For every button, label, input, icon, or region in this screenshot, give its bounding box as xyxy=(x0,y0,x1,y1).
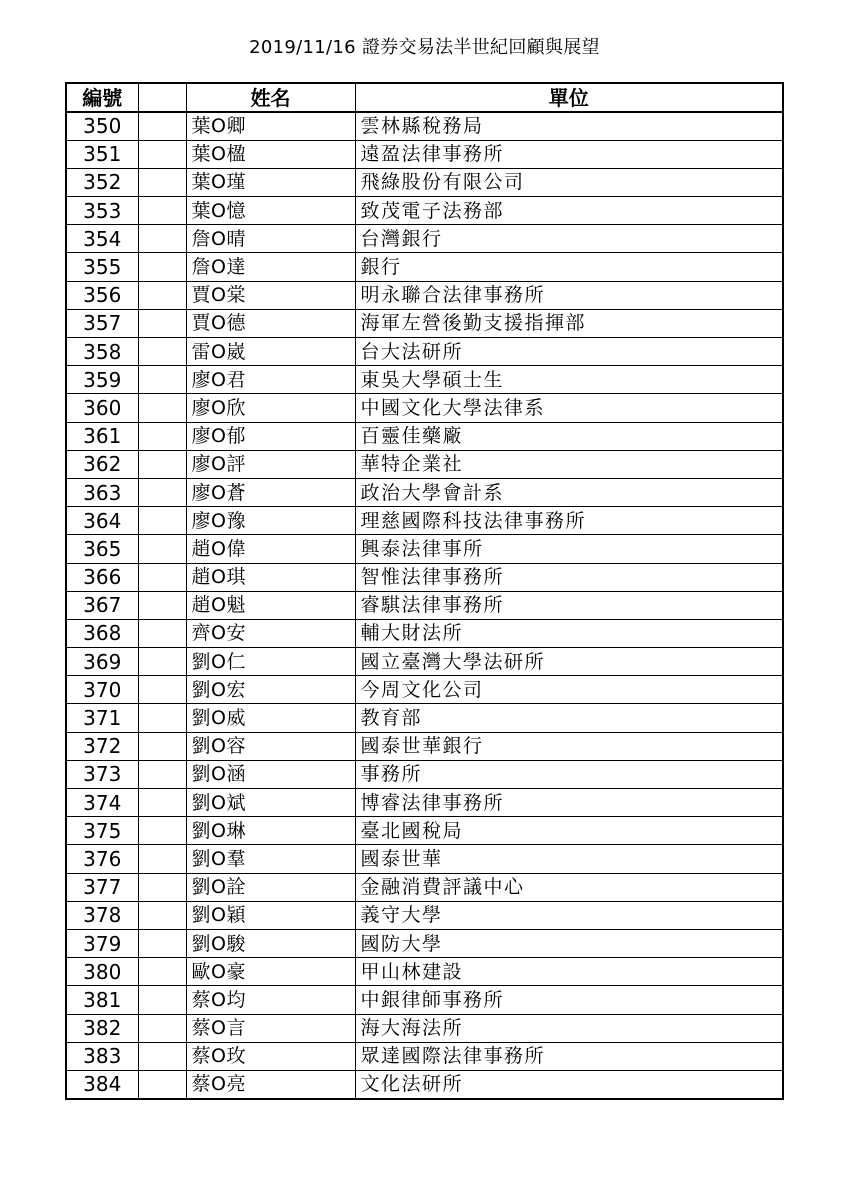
cell-name: 葉O楹 xyxy=(186,140,355,168)
cell-number: 358 xyxy=(66,338,138,366)
cell-unit: 輔大財法所 xyxy=(355,619,783,647)
table-row xyxy=(66,338,783,366)
cell-unit: 事務所 xyxy=(355,760,783,788)
cell-name: 蔡O玫 xyxy=(186,1042,355,1070)
cell-name: 廖O欣 xyxy=(186,394,355,422)
table-row xyxy=(66,817,783,845)
cell-unit: 銀行 xyxy=(355,253,783,281)
cell-unit: 海大海法所 xyxy=(355,1014,783,1042)
cell-number: 356 xyxy=(66,281,138,309)
table-row xyxy=(66,929,783,957)
cell-number: 364 xyxy=(66,507,138,535)
cell-unit: 國防大學 xyxy=(355,929,783,957)
cell-unit: 義守大學 xyxy=(355,901,783,929)
cell-blank xyxy=(138,760,186,788)
header-unit: 單位 xyxy=(355,83,783,112)
header-name: 姓名 xyxy=(186,83,355,112)
cell-unit: 教育部 xyxy=(355,704,783,732)
cell-number: 366 xyxy=(66,563,138,591)
table-row xyxy=(66,591,783,619)
cell-unit: 中國文化大學法律系 xyxy=(355,394,783,422)
cell-name: 歐O豪 xyxy=(186,958,355,986)
cell-blank xyxy=(138,648,186,676)
table-header-row xyxy=(66,83,783,112)
cell-name: 廖O君 xyxy=(186,366,355,394)
cell-number: 360 xyxy=(66,394,138,422)
cell-name: 葉O瑾 xyxy=(186,168,355,196)
table-row xyxy=(66,225,783,253)
table-row xyxy=(66,1014,783,1042)
cell-blank xyxy=(138,1042,186,1070)
cell-number: 371 xyxy=(66,704,138,732)
cell-blank xyxy=(138,422,186,450)
cell-unit: 中銀律師事務所 xyxy=(355,986,783,1014)
cell-number: 350 xyxy=(66,112,138,140)
attendee-table xyxy=(65,82,784,1100)
cell-blank xyxy=(138,507,186,535)
cell-unit: 雲林縣稅務局 xyxy=(355,112,783,140)
cell-number: 357 xyxy=(66,309,138,337)
cell-blank xyxy=(138,676,186,704)
table-row xyxy=(66,507,783,535)
table-row xyxy=(66,873,783,901)
cell-name: 賈O棠 xyxy=(186,281,355,309)
cell-blank xyxy=(138,112,186,140)
cell-name: 蔡O均 xyxy=(186,986,355,1014)
cell-number: 351 xyxy=(66,140,138,168)
cell-unit: 國泰世華銀行 xyxy=(355,732,783,760)
table-row xyxy=(66,422,783,450)
cell-unit: 飛綠股份有限公司 xyxy=(355,168,783,196)
cell-name: 劉O容 xyxy=(186,732,355,760)
cell-unit: 國立臺灣大學法研所 xyxy=(355,648,783,676)
cell-number: 378 xyxy=(66,901,138,929)
cell-number: 376 xyxy=(66,845,138,873)
cell-blank xyxy=(138,845,186,873)
cell-blank xyxy=(138,563,186,591)
cell-name: 廖O郁 xyxy=(186,422,355,450)
cell-number: 365 xyxy=(66,535,138,563)
cell-blank xyxy=(138,140,186,168)
cell-blank xyxy=(138,253,186,281)
cell-name: 賈O德 xyxy=(186,309,355,337)
table-row xyxy=(66,394,783,422)
table-row xyxy=(66,845,783,873)
cell-name: 廖O蒼 xyxy=(186,478,355,506)
cell-unit: 明永聯合法律事務所 xyxy=(355,281,783,309)
cell-unit: 博睿法律事務所 xyxy=(355,789,783,817)
cell-number: 362 xyxy=(66,450,138,478)
header-blank xyxy=(138,83,186,112)
table-row xyxy=(66,760,783,788)
table-row xyxy=(66,563,783,591)
table-row xyxy=(66,732,783,760)
cell-number: 380 xyxy=(66,958,138,986)
cell-number: 368 xyxy=(66,619,138,647)
cell-number: 361 xyxy=(66,422,138,450)
cell-unit: 理慈國際科技法律事務所 xyxy=(355,507,783,535)
cell-number: 370 xyxy=(66,676,138,704)
table-row xyxy=(66,197,783,225)
cell-unit: 金融消費評議中心 xyxy=(355,873,783,901)
cell-blank xyxy=(138,619,186,647)
cell-name: 劉O涵 xyxy=(186,760,355,788)
table-row xyxy=(66,1042,783,1070)
cell-number: 375 xyxy=(66,817,138,845)
cell-blank xyxy=(138,394,186,422)
cell-name: 趙O魁 xyxy=(186,591,355,619)
cell-unit: 臺北國稅局 xyxy=(355,817,783,845)
cell-blank xyxy=(138,450,186,478)
cell-unit: 今周文化公司 xyxy=(355,676,783,704)
cell-name: 劉O威 xyxy=(186,704,355,732)
cell-blank xyxy=(138,732,186,760)
cell-number: 383 xyxy=(66,1042,138,1070)
cell-blank xyxy=(138,704,186,732)
cell-number: 381 xyxy=(66,986,138,1014)
table-body xyxy=(66,112,783,1099)
table-row xyxy=(66,281,783,309)
cell-name: 劉O宏 xyxy=(186,676,355,704)
cell-unit: 睿騏法律事務所 xyxy=(355,591,783,619)
cell-name: 葉O憶 xyxy=(186,197,355,225)
cell-blank xyxy=(138,535,186,563)
table-row xyxy=(66,648,783,676)
cell-unit: 海軍左營後勤支援指揮部 xyxy=(355,309,783,337)
cell-name: 劉O斌 xyxy=(186,789,355,817)
cell-blank xyxy=(138,281,186,309)
cell-number: 355 xyxy=(66,253,138,281)
cell-name: 劉O詮 xyxy=(186,873,355,901)
cell-blank xyxy=(138,478,186,506)
table-row xyxy=(66,704,783,732)
cell-unit: 眾達國際法律事務所 xyxy=(355,1042,783,1070)
cell-blank xyxy=(138,958,186,986)
table-row xyxy=(66,1070,783,1098)
cell-unit: 百靈佳藥廠 xyxy=(355,422,783,450)
table-row xyxy=(66,789,783,817)
cell-number: 359 xyxy=(66,366,138,394)
table-row xyxy=(66,112,783,140)
cell-unit: 遠盈法律事務所 xyxy=(355,140,783,168)
cell-number: 372 xyxy=(66,732,138,760)
table-row xyxy=(66,619,783,647)
cell-name: 蔡O言 xyxy=(186,1014,355,1042)
table-row xyxy=(66,366,783,394)
cell-name: 齊O安 xyxy=(186,619,355,647)
table-row xyxy=(66,901,783,929)
table-row xyxy=(66,478,783,506)
table-row xyxy=(66,168,783,196)
cell-name: 雷O崴 xyxy=(186,338,355,366)
cell-name: 廖O豫 xyxy=(186,507,355,535)
cell-name: 蔡O亮 xyxy=(186,1070,355,1098)
cell-unit: 台大法研所 xyxy=(355,338,783,366)
cell-unit: 興泰法律事所 xyxy=(355,535,783,563)
cell-number: 373 xyxy=(66,760,138,788)
page-title: 2019/11/16 證券交易法半世紀回顧與展望 xyxy=(249,37,600,58)
table-row xyxy=(66,958,783,986)
cell-blank xyxy=(138,817,186,845)
cell-name: 趙O偉 xyxy=(186,535,355,563)
cell-number: 379 xyxy=(66,929,138,957)
cell-unit: 國泰世華 xyxy=(355,845,783,873)
cell-unit: 智惟法律事務所 xyxy=(355,563,783,591)
cell-unit: 台灣銀行 xyxy=(355,225,783,253)
cell-number: 353 xyxy=(66,197,138,225)
cell-number: 382 xyxy=(66,1014,138,1042)
cell-number: 384 xyxy=(66,1070,138,1098)
cell-name: 劉O琳 xyxy=(186,817,355,845)
cell-name: 廖O評 xyxy=(186,450,355,478)
cell-name: 劉O仁 xyxy=(186,648,355,676)
header-number: 編號 xyxy=(66,83,138,112)
cell-blank xyxy=(138,591,186,619)
cell-number: 377 xyxy=(66,873,138,901)
cell-unit: 致茂電子法務部 xyxy=(355,197,783,225)
cell-number: 363 xyxy=(66,478,138,506)
table-row xyxy=(66,309,783,337)
table-row xyxy=(66,253,783,281)
cell-number: 354 xyxy=(66,225,138,253)
table-row xyxy=(66,535,783,563)
cell-blank xyxy=(138,168,186,196)
cell-blank xyxy=(138,338,186,366)
cell-unit: 東吳大學碩士生 xyxy=(355,366,783,394)
cell-blank xyxy=(138,789,186,817)
cell-name: 趙O琪 xyxy=(186,563,355,591)
cell-number: 369 xyxy=(66,648,138,676)
cell-blank xyxy=(138,366,186,394)
cell-number: 352 xyxy=(66,168,138,196)
cell-blank xyxy=(138,225,186,253)
table-row xyxy=(66,450,783,478)
cell-blank xyxy=(138,1014,186,1042)
cell-blank xyxy=(138,1070,186,1098)
cell-name: 詹O晴 xyxy=(186,225,355,253)
table-row xyxy=(66,676,783,704)
cell-unit: 甲山林建設 xyxy=(355,958,783,986)
cell-name: 劉O穎 xyxy=(186,901,355,929)
cell-unit: 華特企業社 xyxy=(355,450,783,478)
cell-blank xyxy=(138,929,186,957)
cell-blank xyxy=(138,197,186,225)
table-row xyxy=(66,986,783,1014)
cell-unit: 政治大學會計系 xyxy=(355,478,783,506)
cell-blank xyxy=(138,873,186,901)
cell-name: 劉O羣 xyxy=(186,845,355,873)
cell-unit: 文化法研所 xyxy=(355,1070,783,1098)
cell-blank xyxy=(138,901,186,929)
cell-blank xyxy=(138,309,186,337)
cell-number: 367 xyxy=(66,591,138,619)
cell-number: 374 xyxy=(66,789,138,817)
cell-name: 劉O駿 xyxy=(186,929,355,957)
cell-blank xyxy=(138,986,186,1014)
cell-name: 葉O卿 xyxy=(186,112,355,140)
table-row xyxy=(66,140,783,168)
cell-name: 詹O達 xyxy=(186,253,355,281)
